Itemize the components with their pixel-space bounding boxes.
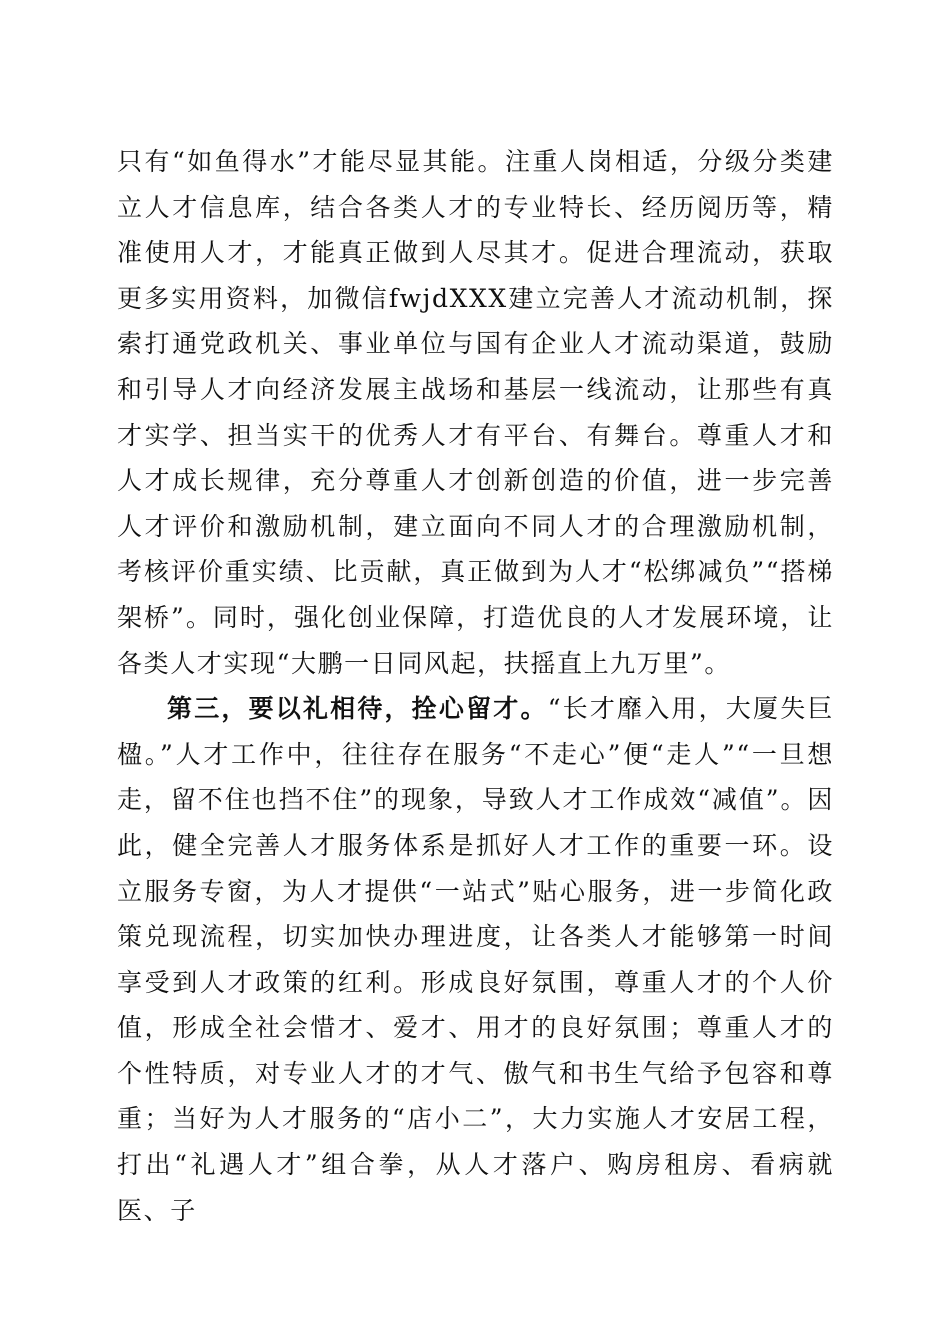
- section-heading: 第三，要以礼相待，拴心留才。: [167, 694, 548, 724]
- document-page: [117, 139, 834, 1233]
- paragraph-continuation: [117, 139, 834, 686]
- paragraph-text: 只有“如鱼得水”才能尽显其能。注重人岗相适，分级分类建立人才信息库，结合各类人才的专业特长、经历阅历等，精准使用人才，才能真正做到人尽其才。促进合理流动，获取更多实用资料，加微信fwjdXXX建立完善人才流动机制，探索打通党政机关、事业单位与国有企业人才流动渠道，鼓励和引导人才向经济发展主战场和基层一线流动，让那些有真才实学、担当实干的优秀人才有平台、有舞台。尊重人才和人才成长规律，充分尊重人才创新创造的价值，进一步完善人才评价和激励机制，建立面向不同人才的合理激励机制，考核评价重实绩、比贡献，真正做到为人才“松绑减负”“搭梯架桥”。同时，强化创业保障，打造优良的人才发展环境，让各类人才实现“大鹏一日同风起，扶摇直上九万里”。: [117, 147, 834, 678]
- paragraph-text: “长才靡入用，大厦失巨楹。”人才工作中，往往存在服务“不走心”便“走人”“一旦想走，留不住也挡不住”的现象，导致人才工作成效“减值”。因此，健全完善人才服务体系是抓好人才工作的重要一环。设立服务专窗，为人才提供“一站式”贴心服务，进一步简化政策兑现流程，切实加快办理进度，让各类人才能够第一时间享受到人才政策的红利。形成良好氛围，尊重人才的个人价值，形成全社会惜才、爱才、用才的良好氛围；尊重人才的个性特质，对专业人才的才气、傲气和书生气给予包容和尊重；当好为人才服务的“店小二”，大力实施人才安居工程，打出“礼遇人才”组合拳，从人才落户、购房租房、看病就医、子: [117, 694, 834, 1225]
- paragraph-section-three: [117, 686, 834, 1233]
